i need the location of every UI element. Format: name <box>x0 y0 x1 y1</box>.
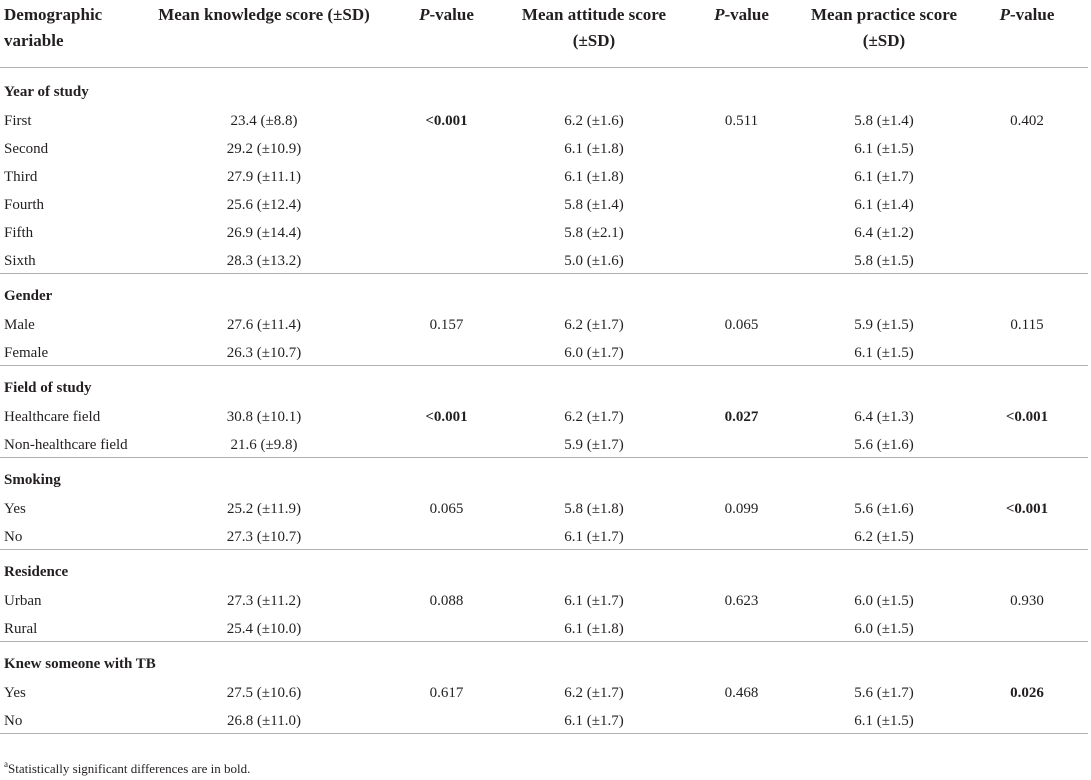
p-value-practice-cell: <0.001 <box>1005 501 1049 517</box>
p-value-attitude-cell <box>677 247 802 274</box>
knowledge-cell: 27.3 (±11.2) <box>227 593 301 609</box>
section-header-row <box>0 274 1088 312</box>
table-row <box>0 615 1088 642</box>
section-title: Residence <box>4 564 69 580</box>
knowledge-cell: 28.3 (±13.2) <box>226 253 302 269</box>
p-value-practice-cell: <0.001 <box>1005 409 1049 425</box>
table-row <box>0 403 1088 431</box>
p-value-attitude-cell <box>677 135 802 163</box>
row-label: No <box>4 713 23 729</box>
row-label: Yes <box>4 501 26 517</box>
practice-cell: 5.6 (±1.6) <box>854 501 914 517</box>
p-value-knowledge-cell <box>382 191 507 219</box>
knowledge-cell: 23.4 (±8.8) <box>230 113 298 129</box>
knowledge-cell: 27.9 (±11.1) <box>227 169 301 185</box>
row-label: Yes <box>4 685 26 701</box>
p-value-knowledge-cell: <0.001 <box>425 113 468 129</box>
header-demographic: Demographic variable <box>4 5 103 50</box>
p-value-knowledge-cell: 0.617 <box>429 685 464 701</box>
header-practice: Mean practice score (±SD) <box>810 5 957 50</box>
header-p-suffix: -value <box>1010 5 1055 24</box>
row-label: Non-healthcare field <box>4 437 128 453</box>
p-value-attitude-cell: 0.623 <box>724 593 759 609</box>
practice-cell: 6.1 (±1.7) <box>854 169 914 185</box>
table-row <box>0 523 1088 550</box>
row-label: Urban <box>4 593 42 609</box>
footnote-marker: a <box>4 759 8 769</box>
header-p-practice <box>962 0 1088 68</box>
attitude-cell: 5.8 (±1.4) <box>564 197 624 213</box>
section-header-row <box>0 550 1088 588</box>
table-body <box>0 68 1088 734</box>
p-value-knowledge-cell <box>382 163 507 191</box>
practice-cell: 6.2 (±1.5) <box>854 529 914 545</box>
attitude-cell: 5.0 (±1.6) <box>564 253 624 269</box>
knowledge-cell: 29.2 (±10.9) <box>226 141 302 157</box>
knowledge-cell: 21.6 (±9.8) <box>230 437 298 453</box>
p-value-practice-cell <box>962 339 1088 366</box>
p-value-knowledge-cell <box>382 135 507 163</box>
header-p-suffix: -value <box>429 5 474 24</box>
knowledge-cell: 25.2 (±11.9) <box>227 501 301 517</box>
table-row <box>0 163 1088 191</box>
p-value-knowledge-cell: <0.001 <box>425 409 468 425</box>
p-value-attitude-cell <box>677 615 802 642</box>
p-value-attitude-cell <box>677 339 802 366</box>
row-label: Second <box>4 141 49 157</box>
table-row <box>0 339 1088 366</box>
knowledge-cell: 27.6 (±11.4) <box>227 317 301 333</box>
attitude-cell: 6.2 (±1.7) <box>564 317 624 333</box>
section-title: Gender <box>4 288 53 304</box>
practice-cell: 6.1 (±1.4) <box>854 197 914 213</box>
p-value-knowledge-cell <box>382 615 507 642</box>
attitude-cell: 5.8 (±1.8) <box>564 501 624 517</box>
attitude-cell: 6.2 (±1.6) <box>564 113 624 129</box>
p-value-practice-cell: 0.402 <box>1010 113 1044 129</box>
attitude-cell: 6.1 (±1.7) <box>564 713 624 729</box>
section-title: Smoking <box>4 472 61 488</box>
table-footnote <box>4 755 250 778</box>
practice-cell: 6.4 (±1.2) <box>854 225 914 241</box>
section-header-row <box>0 458 1088 496</box>
p-value-practice-cell <box>962 219 1088 247</box>
p-value-knowledge-cell <box>382 523 507 550</box>
header-p-letter: P <box>714 5 725 24</box>
table-row <box>0 587 1088 615</box>
practice-cell: 5.8 (±1.4) <box>854 113 914 129</box>
row-label: Female <box>4 345 49 361</box>
p-value-practice-cell <box>962 523 1088 550</box>
p-value-attitude-cell <box>677 219 802 247</box>
table-row <box>0 495 1088 523</box>
knowledge-cell: 30.8 (±10.1) <box>226 409 302 425</box>
row-label: Fourth <box>4 197 45 213</box>
row-label: No <box>4 529 23 545</box>
p-value-attitude-cell: 0.468 <box>724 685 759 701</box>
section-header-row <box>0 366 1088 404</box>
p-value-practice-cell <box>962 615 1088 642</box>
row-label: Sixth <box>4 253 36 269</box>
p-value-attitude-cell <box>677 191 802 219</box>
knowledge-cell: 27.3 (±10.7) <box>226 529 302 545</box>
header-p-suffix: -value <box>724 5 769 24</box>
knowledge-cell: 26.3 (±10.7) <box>226 345 302 361</box>
p-value-knowledge-cell <box>382 707 507 734</box>
footnote-text: Statistically significant differences are in bold. <box>8 761 251 776</box>
p-value-attitude-cell <box>677 431 802 458</box>
attitude-cell: 6.2 (±1.7) <box>564 685 624 701</box>
practice-cell: 6.4 (±1.3) <box>854 409 914 425</box>
p-value-practice-cell: 0.026 <box>1010 685 1044 701</box>
row-label: Third <box>4 169 38 185</box>
p-value-attitude-cell <box>677 163 802 191</box>
attitude-cell: 6.1 (±1.8) <box>564 621 624 637</box>
row-label: Healthcare field <box>4 409 101 425</box>
attitude-cell: 6.1 (±1.8) <box>564 169 624 185</box>
practice-cell: 6.0 (±1.5) <box>854 593 914 609</box>
p-value-practice-cell: 0.115 <box>1010 317 1044 333</box>
attitude-cell: 6.1 (±1.7) <box>564 593 624 609</box>
header-p-letter: P <box>999 5 1010 24</box>
p-value-knowledge-cell <box>382 219 507 247</box>
row-label: Male <box>4 317 35 333</box>
attitude-cell: 5.9 (±1.7) <box>564 437 624 453</box>
table-row <box>0 707 1088 734</box>
table-row <box>0 135 1088 163</box>
practice-cell: 5.9 (±1.5) <box>854 317 914 333</box>
table-row <box>0 679 1088 707</box>
p-value-knowledge-cell: 0.088 <box>429 593 464 609</box>
attitude-cell: 5.8 (±2.1) <box>564 225 624 241</box>
p-value-knowledge-cell <box>382 339 507 366</box>
practice-cell: 5.6 (±1.6) <box>854 437 914 453</box>
p-value-practice-cell <box>962 707 1088 734</box>
p-value-attitude-cell <box>677 707 802 734</box>
p-value-attitude-cell: 0.511 <box>724 113 759 129</box>
section-title: Knew someone with TB <box>4 656 156 672</box>
row-label: First <box>4 113 32 129</box>
header-attitude: Mean attitude score (±SD) <box>521 5 667 50</box>
attitude-cell: 6.1 (±1.8) <box>564 141 624 157</box>
p-value-knowledge-cell: 0.065 <box>429 501 464 517</box>
p-value-attitude-cell: 0.099 <box>724 501 759 517</box>
practice-cell: 6.1 (±1.5) <box>854 713 914 729</box>
p-value-practice-cell <box>962 247 1088 274</box>
attitude-cell: 6.2 (±1.7) <box>564 409 624 425</box>
table-row <box>0 191 1088 219</box>
p-value-attitude-cell: 0.027 <box>724 409 759 425</box>
attitude-cell: 6.0 (±1.7) <box>564 345 624 361</box>
p-value-attitude-cell <box>677 523 802 550</box>
table-row <box>0 219 1088 247</box>
practice-cell: 5.8 (±1.5) <box>854 253 914 269</box>
p-value-practice-cell <box>962 191 1088 219</box>
attitude-cell: 6.1 (±1.7) <box>564 529 624 545</box>
p-value-knowledge-cell <box>382 247 507 274</box>
header-p-attitude <box>677 0 802 68</box>
knowledge-cell: 26.9 (±14.4) <box>226 225 302 241</box>
p-value-practice-cell <box>962 431 1088 458</box>
section-title: Field of study <box>4 380 92 396</box>
p-value-knowledge-cell <box>382 431 507 458</box>
knowledge-cell: 27.5 (±10.6) <box>226 685 302 701</box>
header-p-letter: P <box>419 5 430 24</box>
row-label: Fifth <box>4 225 34 241</box>
section-header-row <box>0 68 1088 108</box>
section-title: Year of study <box>4 84 89 100</box>
knowledge-cell: 25.4 (±10.0) <box>226 621 302 637</box>
section-header-row <box>0 642 1088 680</box>
row-label: Rural <box>4 621 38 637</box>
knowledge-cell: 26.8 (±11.0) <box>227 713 301 729</box>
p-value-attitude-cell: 0.065 <box>724 317 759 333</box>
p-value-practice-cell <box>962 135 1088 163</box>
practice-cell: 6.0 (±1.5) <box>854 621 914 637</box>
table-row <box>0 431 1088 458</box>
p-value-knowledge-cell: 0.157 <box>429 317 464 333</box>
practice-cell: 6.1 (±1.5) <box>854 141 914 157</box>
header-row <box>0 0 1088 68</box>
practice-cell: 5.6 (±1.7) <box>854 685 914 701</box>
header-knowledge: Mean knowledge score (±SD) <box>158 5 370 24</box>
p-value-practice-cell <box>962 163 1088 191</box>
table-row <box>0 311 1088 339</box>
knowledge-cell: 25.6 (±12.4) <box>226 197 302 213</box>
table-row <box>0 107 1088 135</box>
table-row <box>0 247 1088 274</box>
practice-cell: 6.1 (±1.5) <box>854 345 914 361</box>
header-p-knowledge <box>382 0 507 68</box>
p-value-practice-cell: 0.930 <box>1010 593 1044 609</box>
table-header <box>0 0 1088 68</box>
